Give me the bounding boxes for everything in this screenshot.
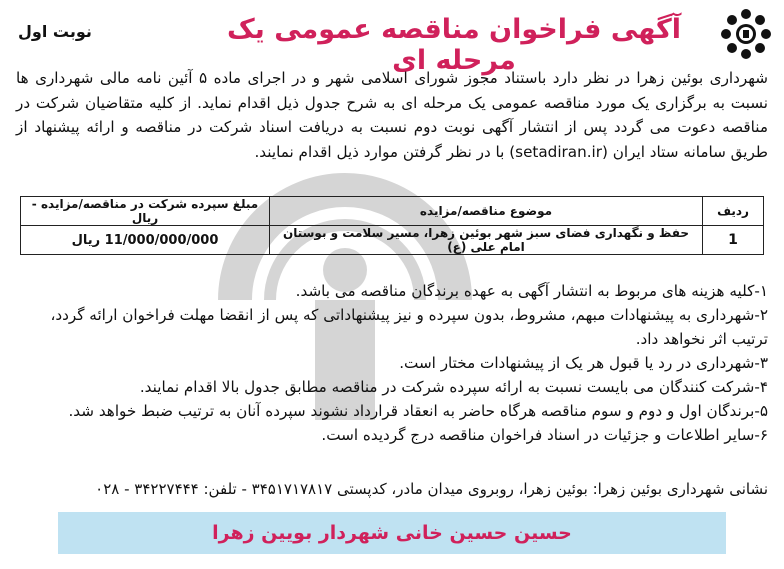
clause-item: ۵-برندگان اول و دوم و سوم مناقصه هرگاه حاضر به انعقاد قرارداد نشوند سپرده آنان به ترتیب ضبط خواهد شد. — [68, 402, 768, 420]
clause-item: ۴-شرکت کنندگان می بایست نسبت به ارائه سپرده شرکت در مناقصه مطابق جدول بالا اقدام نمایند. — [139, 378, 768, 396]
clause-item: ۱-کلیه هزینه های مربوط به انتشار آگهی به عهده برندگان مناقصه می باشد. — [295, 282, 768, 300]
mayor-signature: حسین حسین خانی شهردار بویین زهرا — [212, 522, 572, 544]
clauses-list — [16, 279, 768, 447]
table-header-row — [21, 197, 764, 226]
notice-title: آگهی فراخوان مناقصه عمومی یک مرحله ای — [227, 14, 681, 76]
municipality-address: نشانی شهرداری بوئین زهرا: بوئین زهرا، روبروی میدان مادر، کدپستی ۳۴۵۱۷۱۷۸۱۷ - تلفن: ۳۴۲۲۷۴۴۴ - ۰۲۸ — [95, 480, 768, 498]
municipality-emblem-icon — [720, 8, 772, 60]
tender-table — [20, 196, 764, 255]
header-row-number: ردیف — [703, 197, 764, 226]
intro-paragraph: شهرداری بوئین زهرا در نظر دارد باستناد مجوز شورای اسلامی شهر و در اجرای ماده ۵ آئین نامه مالی شهرداری ها نسبت به برگزاری یک مورد مناقصه عمومی یک مرحله ای به شرح جدول ذیل اقدام نماید. از کلیه متقاضیان شرکت در مناقصه دعوت می گردد پس از انتشار آگهی نوبت دوم نسبت به دریافت اسناد شرکت در مناقصه و ارائه پیشنهاد از طریق سامانه ستاد ایران (setadiran.ir) با در نظر گرفتن موارد ذیل اقدام نمایند. — [16, 69, 768, 161]
signature-bar — [58, 512, 726, 554]
header-subject: موضوع مناقصه/مزایده — [270, 197, 703, 226]
clause-item: ۶-سایر اطلاعات و جزئیات در اسناد فراخوان مناقصه درج گردیده است. — [321, 426, 768, 444]
clause-item: ۳-شهرداری در رد یا قبول هر یک از پیشنهادات مختار است. — [399, 354, 768, 372]
publication-turn-label: نوبت اول — [18, 22, 92, 41]
subject-cell: حفظ و نگهداری فضای سبز شهر بوئین زهرا، مسیر سلامت و بوستان امام علی (ع) — [270, 226, 703, 255]
header-deposit-amount: مبلغ سپرده شرکت در مناقصه/مزایده - ریال — [21, 197, 270, 226]
table-row — [21, 226, 764, 255]
clause-item: ۲-شهرداری به پیشنهادات مبهم، مشروط، بدون سپرده و نیز پیشنهاداتی که پس از انقضا مهلت فراخوان ارائه گردد، ترتیب اثر نخواهد داد. — [50, 306, 768, 348]
deposit-amount-cell: 11/000/000/000 ریال — [21, 226, 270, 255]
row-number-cell: 1 — [703, 226, 764, 255]
